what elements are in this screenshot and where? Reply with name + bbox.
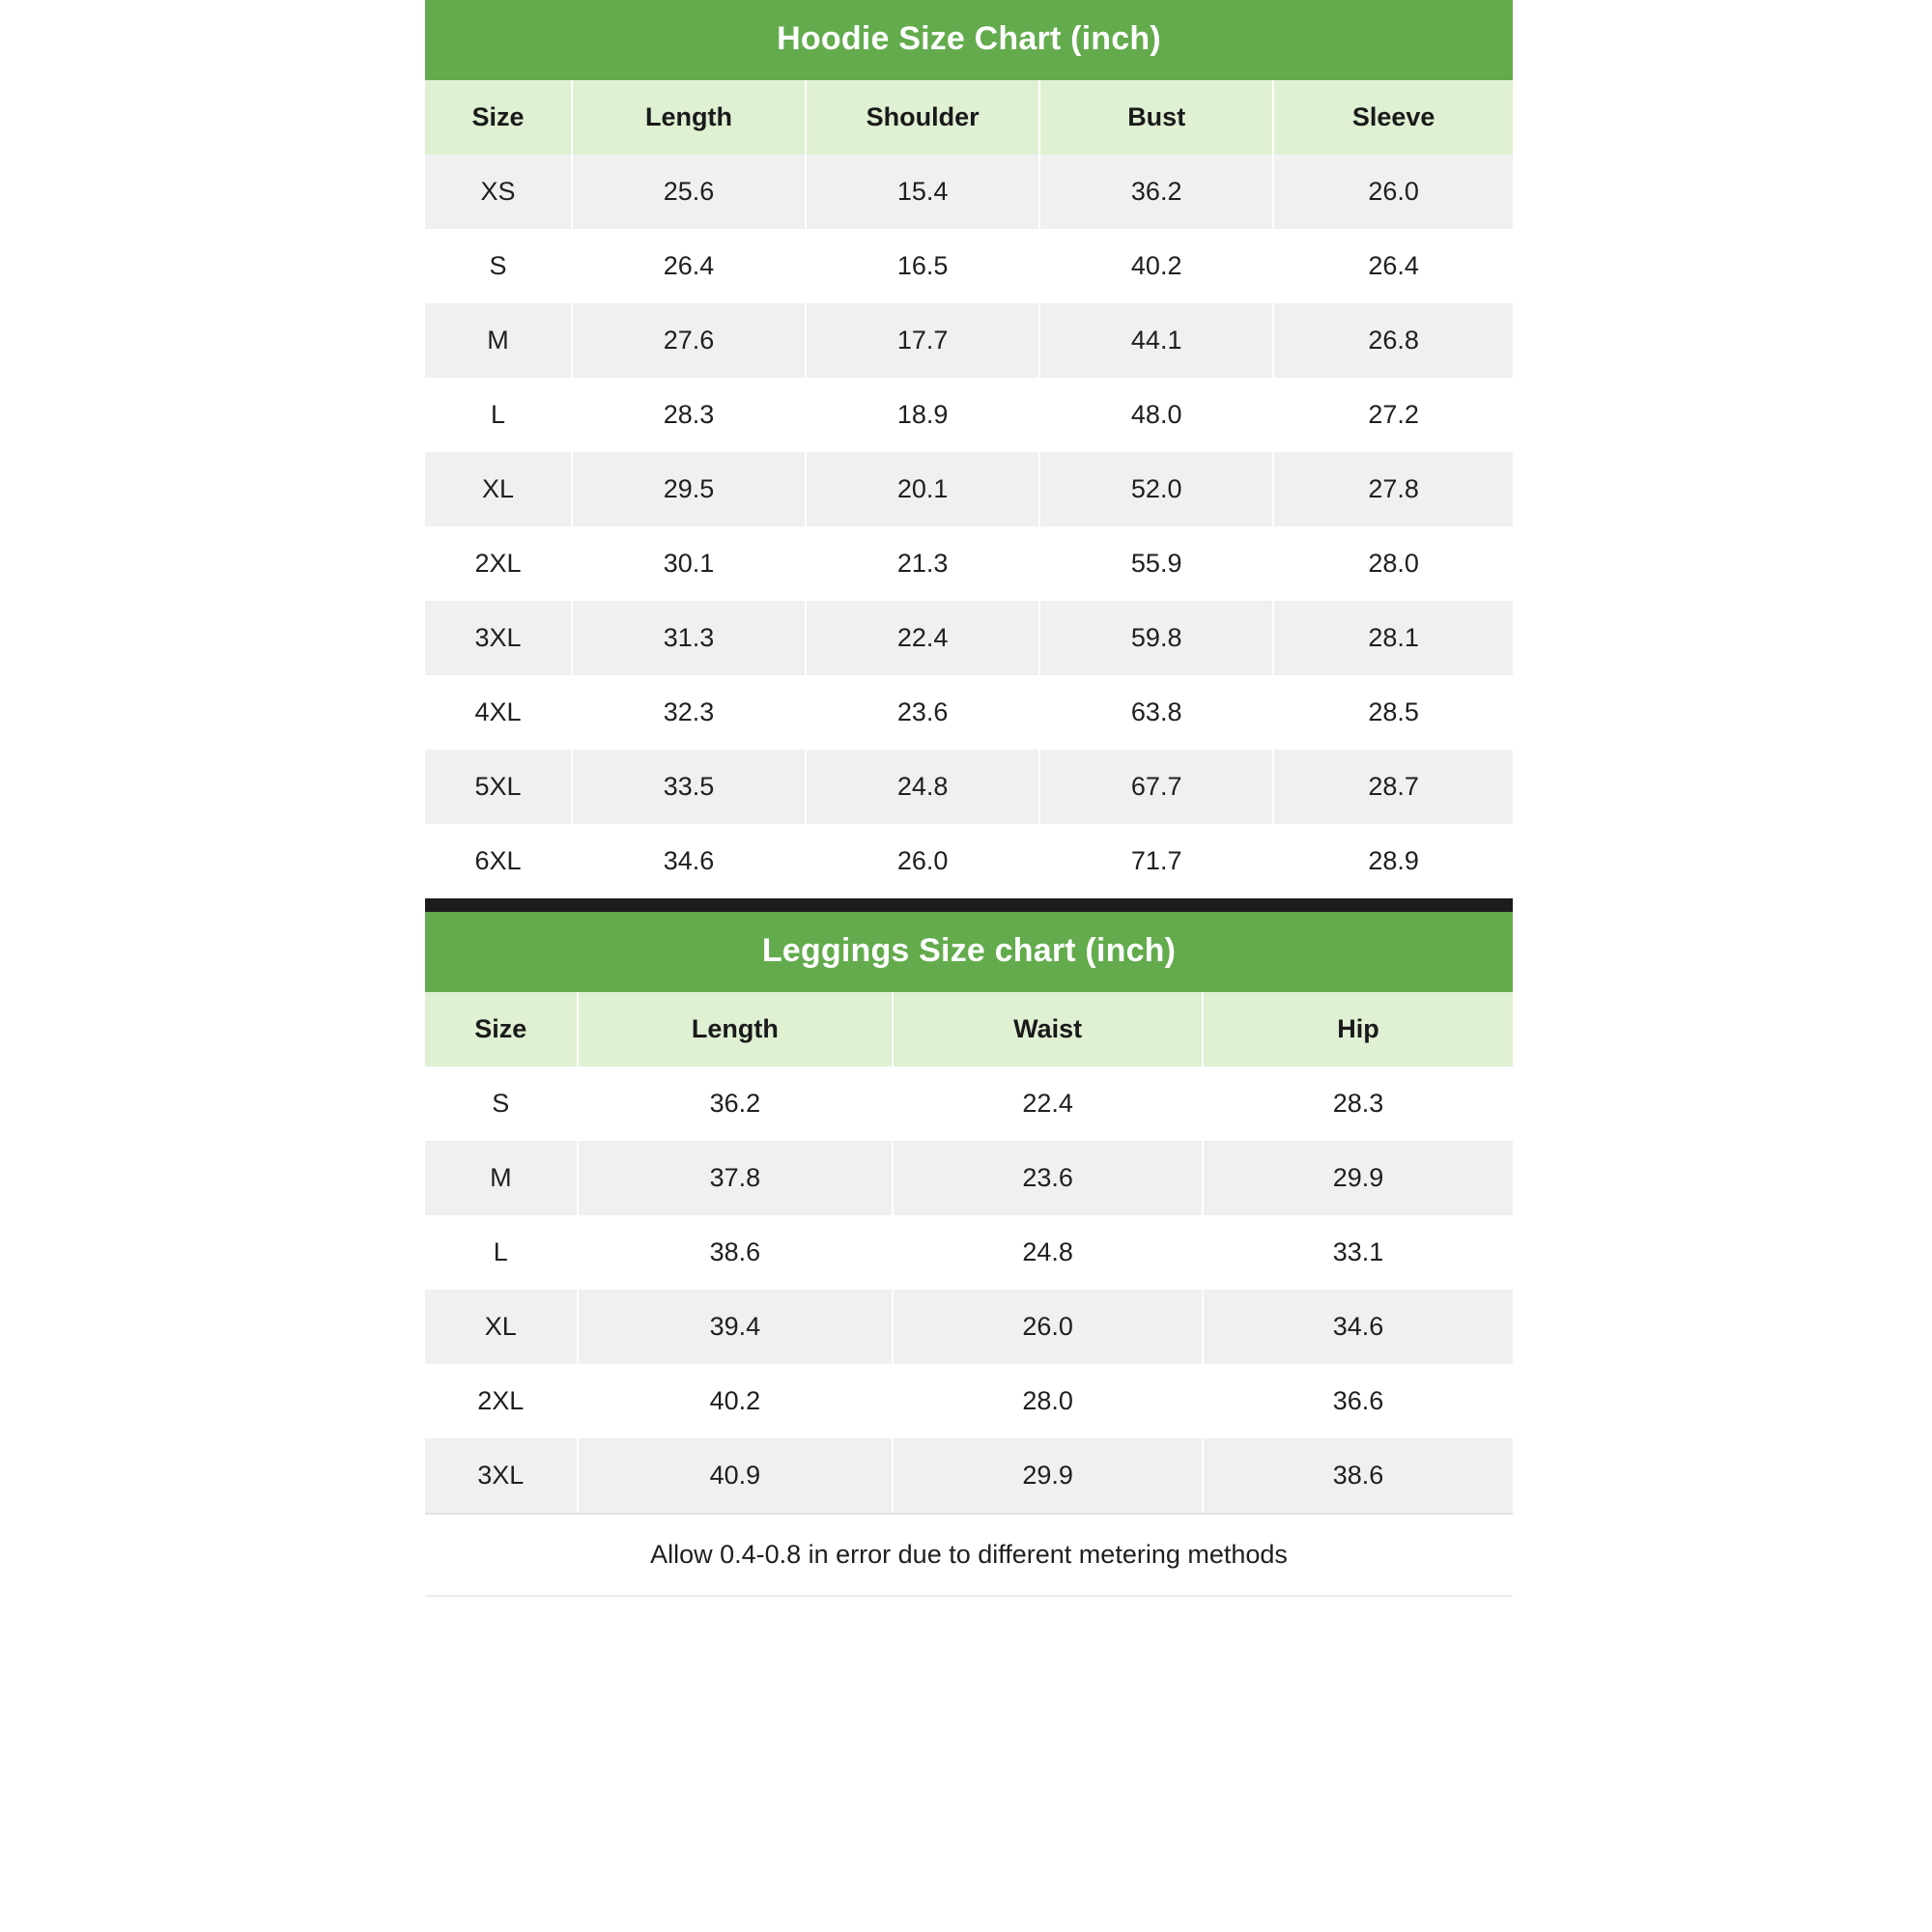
cell-waist: 26.0	[893, 1290, 1203, 1364]
table-row	[425, 1141, 1513, 1215]
cell-bust: 63.8	[1039, 675, 1273, 750]
leggings-col-length: Length	[578, 992, 894, 1066]
hoodie-col-bust: Bust	[1039, 80, 1273, 155]
leggings-col-waist: Waist	[893, 992, 1203, 1066]
cell-sleeve: 28.0	[1273, 526, 1513, 601]
cell-length: 25.6	[572, 155, 806, 229]
cell-bust: 55.9	[1039, 526, 1273, 601]
table-row	[425, 1215, 1513, 1290]
table-row	[425, 675, 1513, 750]
cell-size: M	[425, 1141, 578, 1215]
cell-length: 40.2	[578, 1364, 894, 1438]
leggings-size-table	[425, 912, 1513, 1513]
cell-size: L	[425, 1215, 578, 1290]
cell-sleeve: 27.2	[1273, 378, 1513, 452]
cell-waist: 23.6	[893, 1141, 1203, 1215]
cell-length: 29.5	[572, 452, 806, 526]
cell-length: 37.8	[578, 1141, 894, 1215]
cell-shoulder: 24.8	[806, 750, 1039, 824]
table-row	[425, 155, 1513, 229]
hoodie-col-sleeve: Sleeve	[1273, 80, 1513, 155]
cell-sleeve: 26.4	[1273, 229, 1513, 303]
hoodie-col-size: Size	[425, 80, 572, 155]
cell-hip: 33.1	[1203, 1215, 1513, 1290]
cell-shoulder: 15.4	[806, 155, 1039, 229]
hoodie-size-table	[425, 0, 1513, 898]
cell-sleeve: 27.8	[1273, 452, 1513, 526]
table-row	[425, 750, 1513, 824]
cell-hip: 28.3	[1203, 1066, 1513, 1141]
cell-length: 40.9	[578, 1438, 894, 1513]
leggings-col-size: Size	[425, 992, 578, 1066]
leggings-col-hip: Hip	[1203, 992, 1513, 1066]
cell-hip: 36.6	[1203, 1364, 1513, 1438]
cell-shoulder: 17.7	[806, 303, 1039, 378]
cell-length: 30.1	[572, 526, 806, 601]
cell-size: S	[425, 1066, 578, 1141]
section-divider	[425, 898, 1513, 912]
table-row	[425, 1290, 1513, 1364]
table-row	[425, 1364, 1513, 1438]
size-chart-container	[425, 0, 1513, 1635]
cell-shoulder: 21.3	[806, 526, 1039, 601]
cell-sleeve: 26.8	[1273, 303, 1513, 378]
leggings-table-title-row	[425, 912, 1513, 992]
cell-size: S	[425, 229, 572, 303]
table-row	[425, 1438, 1513, 1513]
leggings-table-title: Leggings Size chart (inch)	[425, 912, 1513, 992]
cell-size: 3XL	[425, 1438, 578, 1513]
cell-length: 26.4	[572, 229, 806, 303]
cell-waist: 24.8	[893, 1215, 1203, 1290]
table-row	[425, 303, 1513, 378]
cell-hip: 29.9	[1203, 1141, 1513, 1215]
cell-waist: 22.4	[893, 1066, 1203, 1141]
table-row	[425, 452, 1513, 526]
cell-size: M	[425, 303, 572, 378]
cell-waist: 29.9	[893, 1438, 1203, 1513]
cell-size: 2XL	[425, 526, 572, 601]
cell-length: 32.3	[572, 675, 806, 750]
cell-hip: 34.6	[1203, 1290, 1513, 1364]
table-row	[425, 824, 1513, 898]
cell-sleeve: 28.9	[1273, 824, 1513, 898]
hoodie-table-title: Hoodie Size Chart (inch)	[425, 0, 1513, 80]
cell-sleeve: 26.0	[1273, 155, 1513, 229]
cell-size: XL	[425, 1290, 578, 1364]
hoodie-table-header-row	[425, 80, 1513, 155]
table-row	[425, 601, 1513, 675]
cell-length: 28.3	[572, 378, 806, 452]
cell-size: 6XL	[425, 824, 572, 898]
cell-length: 34.6	[572, 824, 806, 898]
table-row	[425, 229, 1513, 303]
cell-bust: 71.7	[1039, 824, 1273, 898]
cell-length: 36.2	[578, 1066, 894, 1141]
table-row	[425, 378, 1513, 452]
cell-bust: 48.0	[1039, 378, 1273, 452]
cell-size: L	[425, 378, 572, 452]
cell-length: 33.5	[572, 750, 806, 824]
table-row	[425, 526, 1513, 601]
cell-length: 38.6	[578, 1215, 894, 1290]
cell-size: XL	[425, 452, 572, 526]
cell-hip: 38.6	[1203, 1438, 1513, 1513]
cell-shoulder: 22.4	[806, 601, 1039, 675]
cell-length: 31.3	[572, 601, 806, 675]
leggings-table-header-row	[425, 992, 1513, 1066]
cell-size: XS	[425, 155, 572, 229]
cell-size: 4XL	[425, 675, 572, 750]
cell-shoulder: 18.9	[806, 378, 1039, 452]
table-row	[425, 1066, 1513, 1141]
cell-shoulder: 20.1	[806, 452, 1039, 526]
cell-shoulder: 16.5	[806, 229, 1039, 303]
hoodie-table-title-row	[425, 0, 1513, 80]
cell-bust: 52.0	[1039, 452, 1273, 526]
cell-size: 5XL	[425, 750, 572, 824]
measurement-footnote: Allow 0.4-0.8 in error due to different metering methods	[425, 1513, 1513, 1595]
cell-length: 27.6	[572, 303, 806, 378]
cell-length: 39.4	[578, 1290, 894, 1364]
cell-sleeve: 28.1	[1273, 601, 1513, 675]
hoodie-col-shoulder: Shoulder	[806, 80, 1039, 155]
cell-bust: 44.1	[1039, 303, 1273, 378]
cell-shoulder: 23.6	[806, 675, 1039, 750]
cell-bust: 59.8	[1039, 601, 1273, 675]
bottom-spacer	[425, 1595, 1513, 1635]
cell-size: 3XL	[425, 601, 572, 675]
cell-bust: 36.2	[1039, 155, 1273, 229]
hoodie-col-length: Length	[572, 80, 806, 155]
cell-bust: 40.2	[1039, 229, 1273, 303]
cell-waist: 28.0	[893, 1364, 1203, 1438]
cell-sleeve: 28.7	[1273, 750, 1513, 824]
cell-bust: 67.7	[1039, 750, 1273, 824]
cell-size: 2XL	[425, 1364, 578, 1438]
cell-sleeve: 28.5	[1273, 675, 1513, 750]
cell-shoulder: 26.0	[806, 824, 1039, 898]
